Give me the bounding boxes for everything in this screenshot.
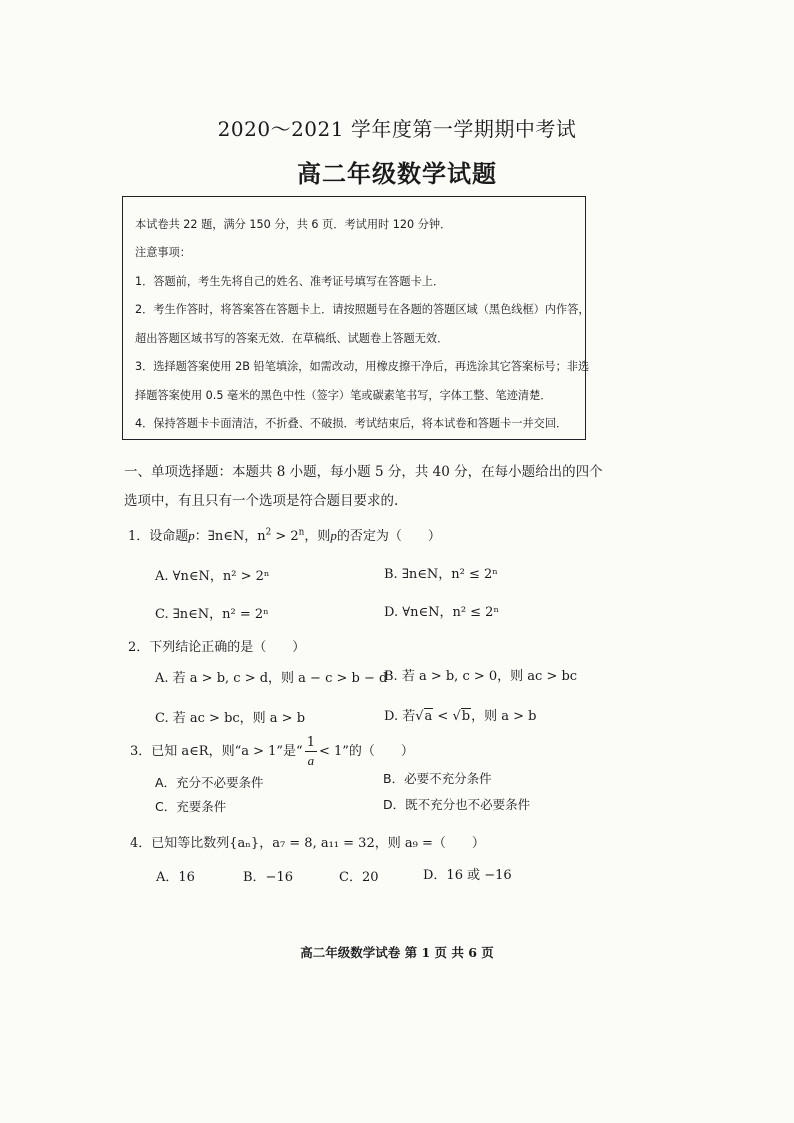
question-1-option-b: B. ∃n∈N，n² ≤ 2ⁿ bbox=[384, 567, 498, 582]
question-2-stem: 2．下列结论正确的是（ ） bbox=[128, 640, 306, 655]
question-1-option-c: C. ∃n∈N，n² = 2ⁿ bbox=[155, 607, 269, 622]
question-4-option-a: A．16 bbox=[156, 870, 195, 885]
question-4-option-b: B．−16 bbox=[243, 870, 293, 885]
question-3-stem: 3．已知 a∈R，则“a > 1”是“ $\frac{1}{a}$ < 1”的（ ） bbox=[130, 735, 414, 768]
notice-item-3a: 3．选择题答案使用 2B 铅笔填涂，如需改动，用橡皮擦干净后，再选涂其它答案标号；非选 bbox=[135, 360, 590, 373]
exam-info-line: 本试卷共 22 题，满分 150 分，共 6 页．考试用时 120 分钟． bbox=[135, 218, 452, 231]
question-3-option-c: C．充要条件 bbox=[155, 799, 227, 814]
fraction-1-over-a: $\frac{1}{a}$ bbox=[306, 735, 315, 768]
exam-title: 2020～2021 学年度第一学期期中考试 bbox=[217, 117, 577, 141]
question-3-option-d: D．既不充分也不必要条件 bbox=[383, 797, 531, 812]
instruction-box bbox=[122, 196, 590, 440]
question-2-option-b: B. 若 a > b, c > 0，则 ac > bc bbox=[384, 669, 578, 684]
question-4-option-c: C．20 bbox=[339, 870, 379, 885]
question-2-option-d: D. 若√a < √b，则 a > b bbox=[384, 709, 537, 724]
notice-item-3b: 择题答案使用 0.5 毫米的黑色中性（签字）笔或碳素笔书写，字体工整、笔迹清楚． bbox=[135, 389, 552, 402]
notice-item-2a: 2．考生作答时，将答案答在答题卡上．请按照题号在各题的答题区域（黑色线框）内作答， bbox=[135, 303, 590, 316]
question-3-option-b: B．必要不充分条件 bbox=[383, 771, 492, 786]
section-heading-line2: 选项中，有且只有一个选项是符合题目要求的. bbox=[124, 493, 399, 509]
question-3-option-a: A．充分不必要条件 bbox=[155, 775, 264, 790]
notice-heading: 注意事项： bbox=[135, 246, 191, 259]
question-2-option-c: C. 若 ac > bc，则 a > b bbox=[155, 711, 306, 726]
question-1-option-d: D. ∀n∈N，n² ≤ 2ⁿ bbox=[384, 605, 500, 620]
paper-title: 高二年级数学试题 bbox=[297, 159, 497, 188]
notice-item-2b: 超出答题区域书写的答案无效．在草稿纸、试题卷上答题无效． bbox=[135, 332, 449, 345]
question-2-option-a: A. 若 a > b, c > d，则 a − c > b − d bbox=[155, 671, 388, 686]
page-footer: 高二年级数学试卷 第 1 页 共 6 页 bbox=[300, 945, 494, 960]
section-heading-line1: 一、单项选择题：本题共 8 小题，每小题 5 分，共 40 分，在每小题给出的四个 bbox=[124, 464, 603, 480]
question-4-option-d: D．16 或 −16 bbox=[423, 868, 512, 883]
notice-item-1: 1．答题前，考生先将自己的姓名、准考证号填写在答题卡上． bbox=[135, 275, 445, 288]
notice-item-4: 4．保持答题卡卡面清洁，不折叠、不破损．考试结束后，将本试卷和答题卡一并交回． bbox=[135, 417, 568, 430]
question-1-option-a: A. ∀n∈N，n² > 2ⁿ bbox=[155, 569, 270, 584]
question-4-stem: 4．已知等比数列{aₙ}，a₇ = 8, a₁₁ = 32，则 a₉ =（ ） bbox=[130, 836, 485, 851]
question-1-stem: 1．设命题p：∃n∈N，$n^2 > 2^n$，则p的否定为（ ） bbox=[128, 527, 441, 544]
